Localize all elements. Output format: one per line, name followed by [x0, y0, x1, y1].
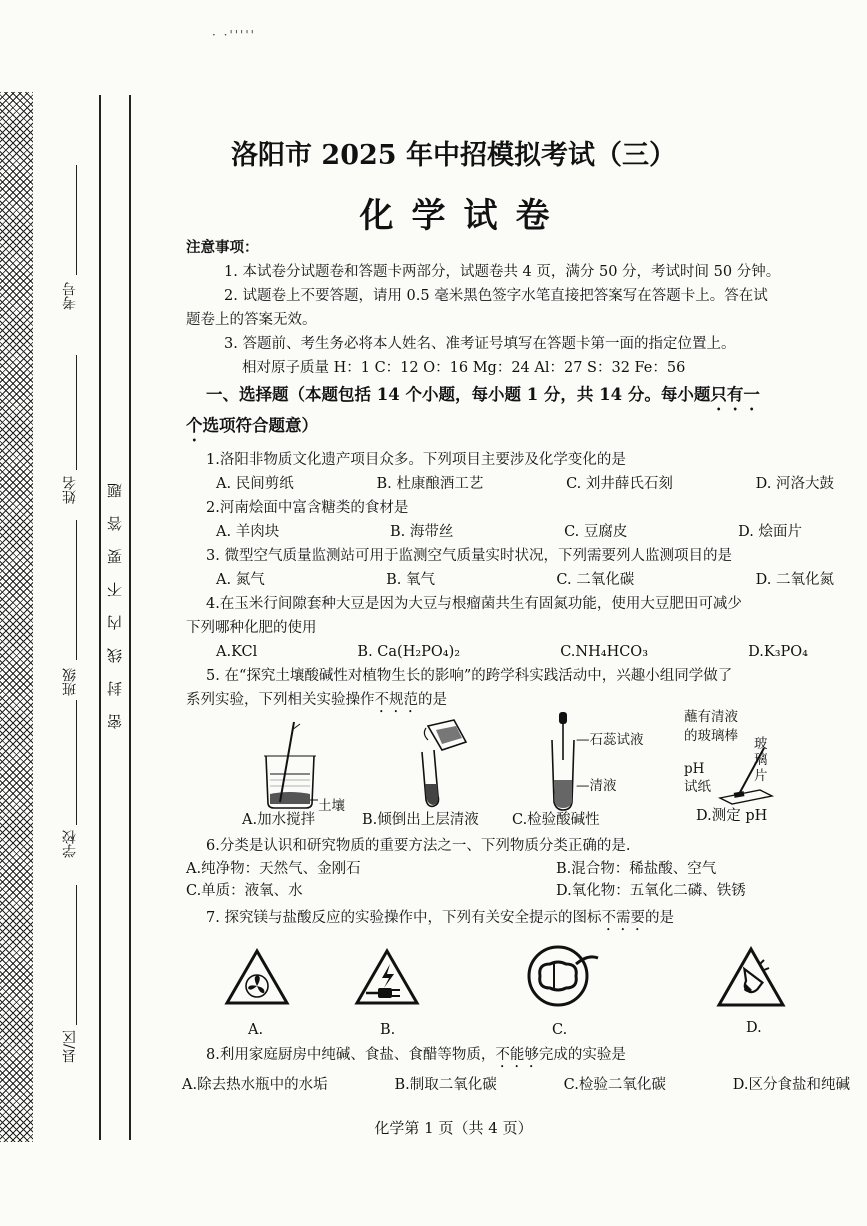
name-line	[76, 355, 77, 470]
ventilation-icon	[224, 948, 290, 1006]
binding-line-inner	[99, 95, 101, 1140]
q7-option-c: C.	[552, 1022, 568, 1038]
section1-emphasis-a: 只有一	[710, 385, 760, 404]
q3-option-b: B. 氧气	[386, 572, 435, 588]
q6-option-c: C.单质：液氧、水	[186, 883, 303, 899]
q3-stem: 3. 微型空气质量监测站可用于监测空气质量实时状况，下列需要列人监测项目的是	[206, 548, 732, 564]
label-ph-1: pH	[684, 761, 705, 777]
atomic-mass: 相对原子质量 H：1 C：12 O：16 Mg：24 Al：27 S：32 Fe：56	[242, 360, 686, 376]
binding-line-outer	[129, 95, 131, 1140]
q3-option-d: D. 二氧化氮	[755, 572, 834, 588]
q7-option-b: B.	[380, 1022, 396, 1038]
pouring-figure	[408, 716, 488, 812]
q8-option-a: A.除去热水瓶中的水垢	[182, 1077, 328, 1093]
q3-options	[186, 568, 842, 592]
label-litmus: —石蕊试液	[576, 732, 644, 748]
exam-title: 洛阳市 2025 年中招模拟考试（三）	[231, 140, 676, 171]
q7-option-d: D.	[746, 1020, 762, 1036]
q5-caption-b: B.倾倒出上层清液	[362, 812, 479, 828]
q7-safety-icons	[186, 934, 842, 1039]
label-rod-2: 的玻璃棒	[684, 728, 738, 744]
section1-heading	[186, 383, 842, 414]
q6-option-b: B.混合物：稀盐酸、空气	[556, 861, 717, 877]
electric-safety-icon	[354, 948, 420, 1006]
heating-icon	[524, 942, 604, 1008]
top-mark: · ·'''''	[212, 28, 256, 42]
q7-text-b: 的是	[644, 910, 674, 926]
q2-stem: 2.河南烩面中富含糖类的食材是	[206, 500, 409, 516]
q7-stem	[186, 906, 842, 934]
q1-option-a: A. 民间剪纸	[216, 476, 294, 492]
notice-item-3: 3. 答题前、考生务必将本人姓名、准考证号填写在答题卡第一面的指定位置上。	[224, 336, 736, 352]
q2-option-b: B. 海带丝	[389, 524, 454, 540]
q5-caption-c: C.检验酸碱性	[512, 812, 600, 828]
label-rod-1: 蘸有清液	[684, 709, 738, 725]
exam-no-label: 考号	[62, 282, 78, 310]
q6-stem: 6.分类是认识和研究物质的重要方法之一、下列物质分类正确的是.	[206, 838, 631, 854]
corrosive-icon	[716, 946, 786, 1008]
q1-options	[186, 472, 842, 496]
notice-heading: 注意事项：	[186, 239, 259, 256]
exam-content	[182, 236, 850, 1097]
q2-option-a: A. 羊肉块	[216, 524, 280, 540]
q7-option-a: A.	[248, 1022, 264, 1038]
notice-item-1: 1. 本试卷分试题卷和答题卡两部分，试题卷共 4 页，满分 50 分，考试时间 50 分钟。	[224, 264, 781, 280]
school-label: 学校	[62, 830, 78, 858]
county-label: 县/区	[62, 1030, 78, 1063]
q2-option-c: C. 豆腐皮	[564, 524, 628, 540]
q8-option-c: C.检验二氧化碳	[563, 1077, 666, 1093]
q4-option-d: D.K₃PO₄	[748, 644, 808, 660]
q5-figures	[186, 709, 842, 834]
name-label: 姓名	[62, 476, 78, 504]
q1-option-b: B. 杜康酿酒工艺	[376, 476, 484, 492]
q5-stem: 5. 在“探究土壤酸碱性对植物生长的影响”的跨学科实践活动中，兴趣小组同学做了	[206, 668, 733, 684]
label-clear: —清液	[576, 778, 617, 794]
label-rod	[684, 708, 738, 746]
q8-stem	[186, 1043, 842, 1071]
class-label: 班级	[62, 668, 78, 696]
q4-option-b: B. Ca(H₂PO₄)₂	[357, 644, 461, 660]
q8-option-b: B.制取二氧化碳	[394, 1077, 497, 1093]
q6-options	[186, 858, 842, 902]
q3-option-a: A. 氮气	[216, 572, 265, 588]
q5-text-a: 系列实验，下列相关实验操作	[186, 692, 375, 708]
litmus-test-figure	[544, 710, 584, 814]
label-soil: 土壤	[318, 798, 345, 814]
q2-option-d: D. 烩面片	[738, 524, 802, 540]
label-glass	[754, 736, 768, 784]
label-ph-2: 试纸	[684, 779, 711, 795]
q5-stem-cont	[186, 688, 842, 716]
q4-option-c: C.NH₄HCO₃	[560, 644, 649, 660]
school-line	[76, 700, 77, 825]
class-line	[76, 520, 77, 660]
q5-caption-d: D.测定 pH	[696, 808, 768, 824]
q4-stem-cont: 下列哪种化肥的使用	[186, 620, 317, 636]
q8-text-a: 8.利用家庭厨房中纯碱、食盐、食醋等物质，	[206, 1047, 496, 1063]
q5-emphasis: 不规范	[374, 692, 418, 708]
label-litmus-text: 石蕊试液	[589, 732, 644, 748]
section1-text-a: 一、选择题（本题包括 14 个小题，每小题 1 分，共 14 分。每小题	[206, 385, 711, 404]
label-ph-paper	[684, 760, 711, 796]
q8-options	[182, 1073, 850, 1097]
notice-item-2-cont: 题卷上的答案无效。	[186, 312, 317, 328]
section1-heading-cont	[186, 414, 842, 445]
section1-emphasis-b: 个	[186, 416, 203, 435]
q3-option-c: C. 二氧化碳	[556, 572, 635, 588]
q5-text-b: 的是	[418, 692, 447, 708]
q8-option-d: D.区分食盐和纯碱	[732, 1077, 850, 1093]
q4-stem: 4.在玉米行间隙套种大豆是因为大豆与根瘤菌共生有固氮功能，使用大豆肥田可减少	[206, 596, 742, 612]
q4-option-a: A.KCl	[216, 644, 258, 660]
exam-subtitle: 化学试卷	[359, 196, 568, 236]
page-footer: 化学第 1 页（共 4 页）	[374, 1119, 533, 1137]
label-clear-text: 清液	[589, 778, 617, 794]
label-glass-1: 玻	[754, 736, 768, 752]
q4-options	[186, 640, 842, 664]
q1-option-c: C. 刘井薛氏石刻	[566, 476, 673, 492]
notice-item-2: 2. 试题卷上不要答题，请用 0.5 毫米黑色签字水笔直接把答案写在答题卡上。答在试	[224, 288, 768, 304]
q8-text-b: 完成的实验是	[538, 1047, 626, 1063]
label-glass-2: 璃	[754, 752, 768, 768]
county-line	[76, 885, 77, 1025]
q6-option-d: D.氧化物：五氧化二磷、铁锈	[556, 883, 746, 899]
q7-text-a: 7. 探究镁与盐酸反应的实验操作中，下列有关安全提示的图标	[206, 910, 602, 926]
section1-text-b: 选项符合题意）	[202, 416, 318, 435]
q6-option-a: A.纯净物：天然气、金刚石	[186, 861, 361, 877]
q5-caption-a: A.加水搅拌	[242, 812, 316, 828]
q2-options	[186, 520, 842, 544]
seal-line-notice: 密封线内不要答题	[106, 465, 124, 729]
q8-emphasis: 不能够	[495, 1047, 539, 1063]
binding-hatch	[0, 92, 33, 1142]
label-glass-3: 片	[754, 768, 768, 784]
q1-stem: 1.洛阳非物质文化遗产项目众多。下列项目主要涉及化学变化的是	[206, 452, 626, 468]
q7-emphasis: 不需要	[601, 910, 645, 926]
q1-option-d: D. 河洛大鼓	[755, 476, 834, 492]
